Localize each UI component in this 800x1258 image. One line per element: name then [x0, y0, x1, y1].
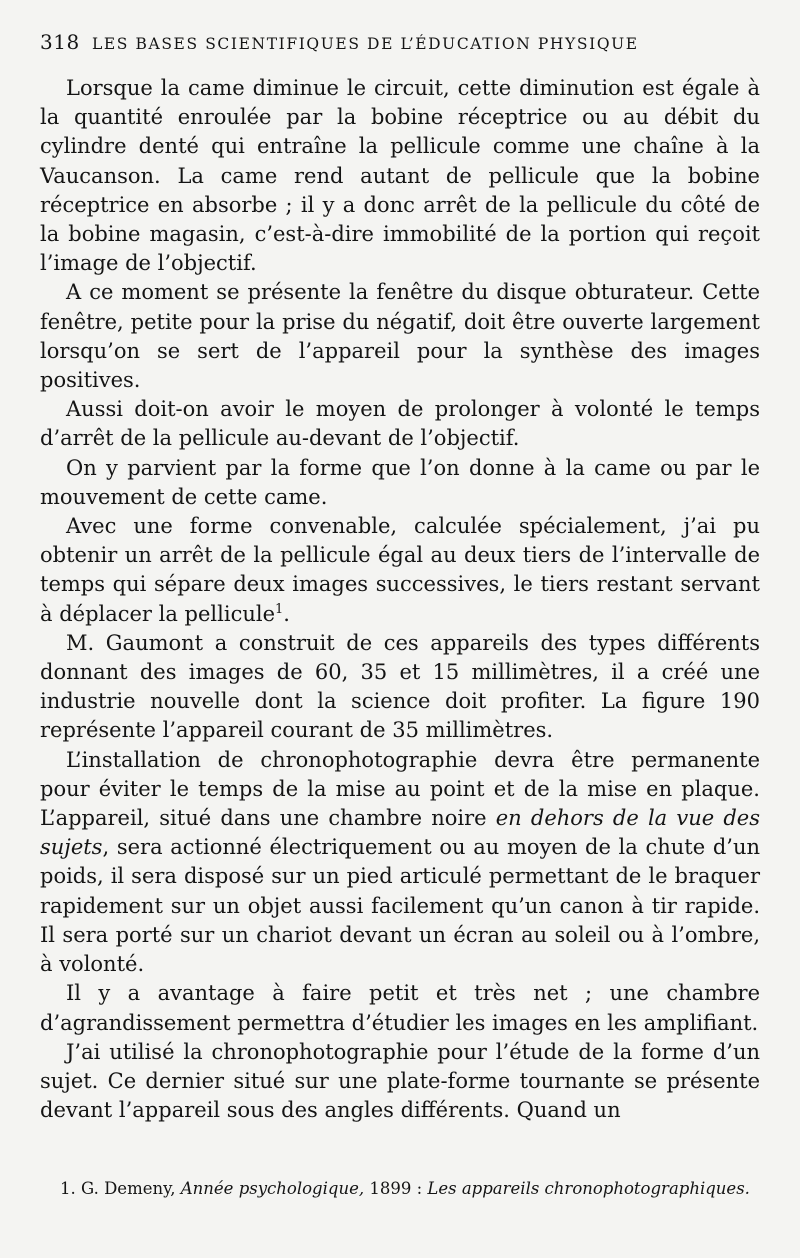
paragraph-text: Avec une forme convenable, calculée spécialement, j’ai pu obtenir un arrêt de la pellicule égal au deux tiers de l’intervalle de temps qui sépare deux images successives, le tiers restant servant à déplacer la pellicule [40, 514, 760, 626]
footnote-reference: 1 [275, 601, 284, 617]
paragraph-end: . [283, 601, 290, 626]
paragraph: J’ai utilisé la chronophotographie pour l’étude de la forme d’un sujet. Ce dernier situé sur une plate-forme tournante se présente devant l’appareil sous des angles différents. Quand un [40, 1039, 760, 1123]
page-number: 318 [40, 30, 80, 54]
paragraph: M. Gaumont a construit de ces appareils des types différents donnant des images de 60, 35 et 15 millimètres, il a créé une industrie nouvelle dont la science doit profiter. La figure 190 représente l’appareil courant de 35 millimètres. [40, 630, 760, 743]
paragraph: Lorsque la came diminue le circuit, cette diminution est égale à la quantité enroulée par la bobine réceptrice ou au débit du cylindre denté qui entraîne la pellicule comme une chaîne à la Vaucanson. La came rend autant de pellicule que la bobine réceptrice en absorbe ; il y a donc arrêt de la pellicule du côté de la bobine magasin, c’est-à-dire immobilité de la portion qui reçoit l’image de l’objectif. [40, 76, 760, 276]
footnote [40, 1178, 762, 1200]
paragraph: Aussi doit-on avoir le moyen de prolonger à volonté le temps d’arrêt de la pellicule au-devant de l’objectif. [40, 397, 760, 451]
footnote-year: 1899 : [369, 1179, 423, 1198]
paragraph-text: , sera actionné électriquement ou au moyen de la chute d’un poids, il sera disposé sur un pied articulé permettant de le braquer rapidement sur un objet aussi facilement qu’un canon à tir rapide. Il sera porté sur un chariot devant un écran au soleil ou à l’ombre, à volonté. [40, 835, 760, 977]
footnote-title: Les appareils chronophotographiques. [427, 1179, 750, 1198]
paragraph: Il y a avantage à faire petit et très net ; une chambre d’agrandissement permettra d’étudier les images en les amplifiant. [40, 981, 760, 1035]
page-body [40, 74, 760, 1125]
page-header [40, 30, 760, 60]
paragraph [40, 746, 760, 980]
paragraph-text: L’installation de chronophotographie devra être permanente pour éviter le temps de la mise au point et de la mise en plaque. L’appareil, situé dans une chambre noire [40, 747, 760, 831]
running-title: LES BASES SCIENTIFIQUES DE L’ÉDUCATION PHYSIQUE [92, 35, 639, 53]
paragraph: A ce moment se présente la fenêtre du disque obturateur. Cette fenêtre, petite pour la prise du négatif, doit être ouverte largement lorsqu’on se sert de l’appareil pour la synthèse des images positives. [40, 280, 760, 393]
footnote-journal: Année psychologique, [180, 1179, 365, 1198]
paragraph: On y parvient par la forme que l’on donne à la came ou par le mouvement de cette came. [40, 455, 760, 509]
footnote-number: 1. [60, 1179, 76, 1198]
paragraph [40, 512, 760, 629]
footnote-author: G. Demeny, [81, 1179, 176, 1198]
italic-phrase: en dehors de la vue des sujets [40, 806, 760, 860]
